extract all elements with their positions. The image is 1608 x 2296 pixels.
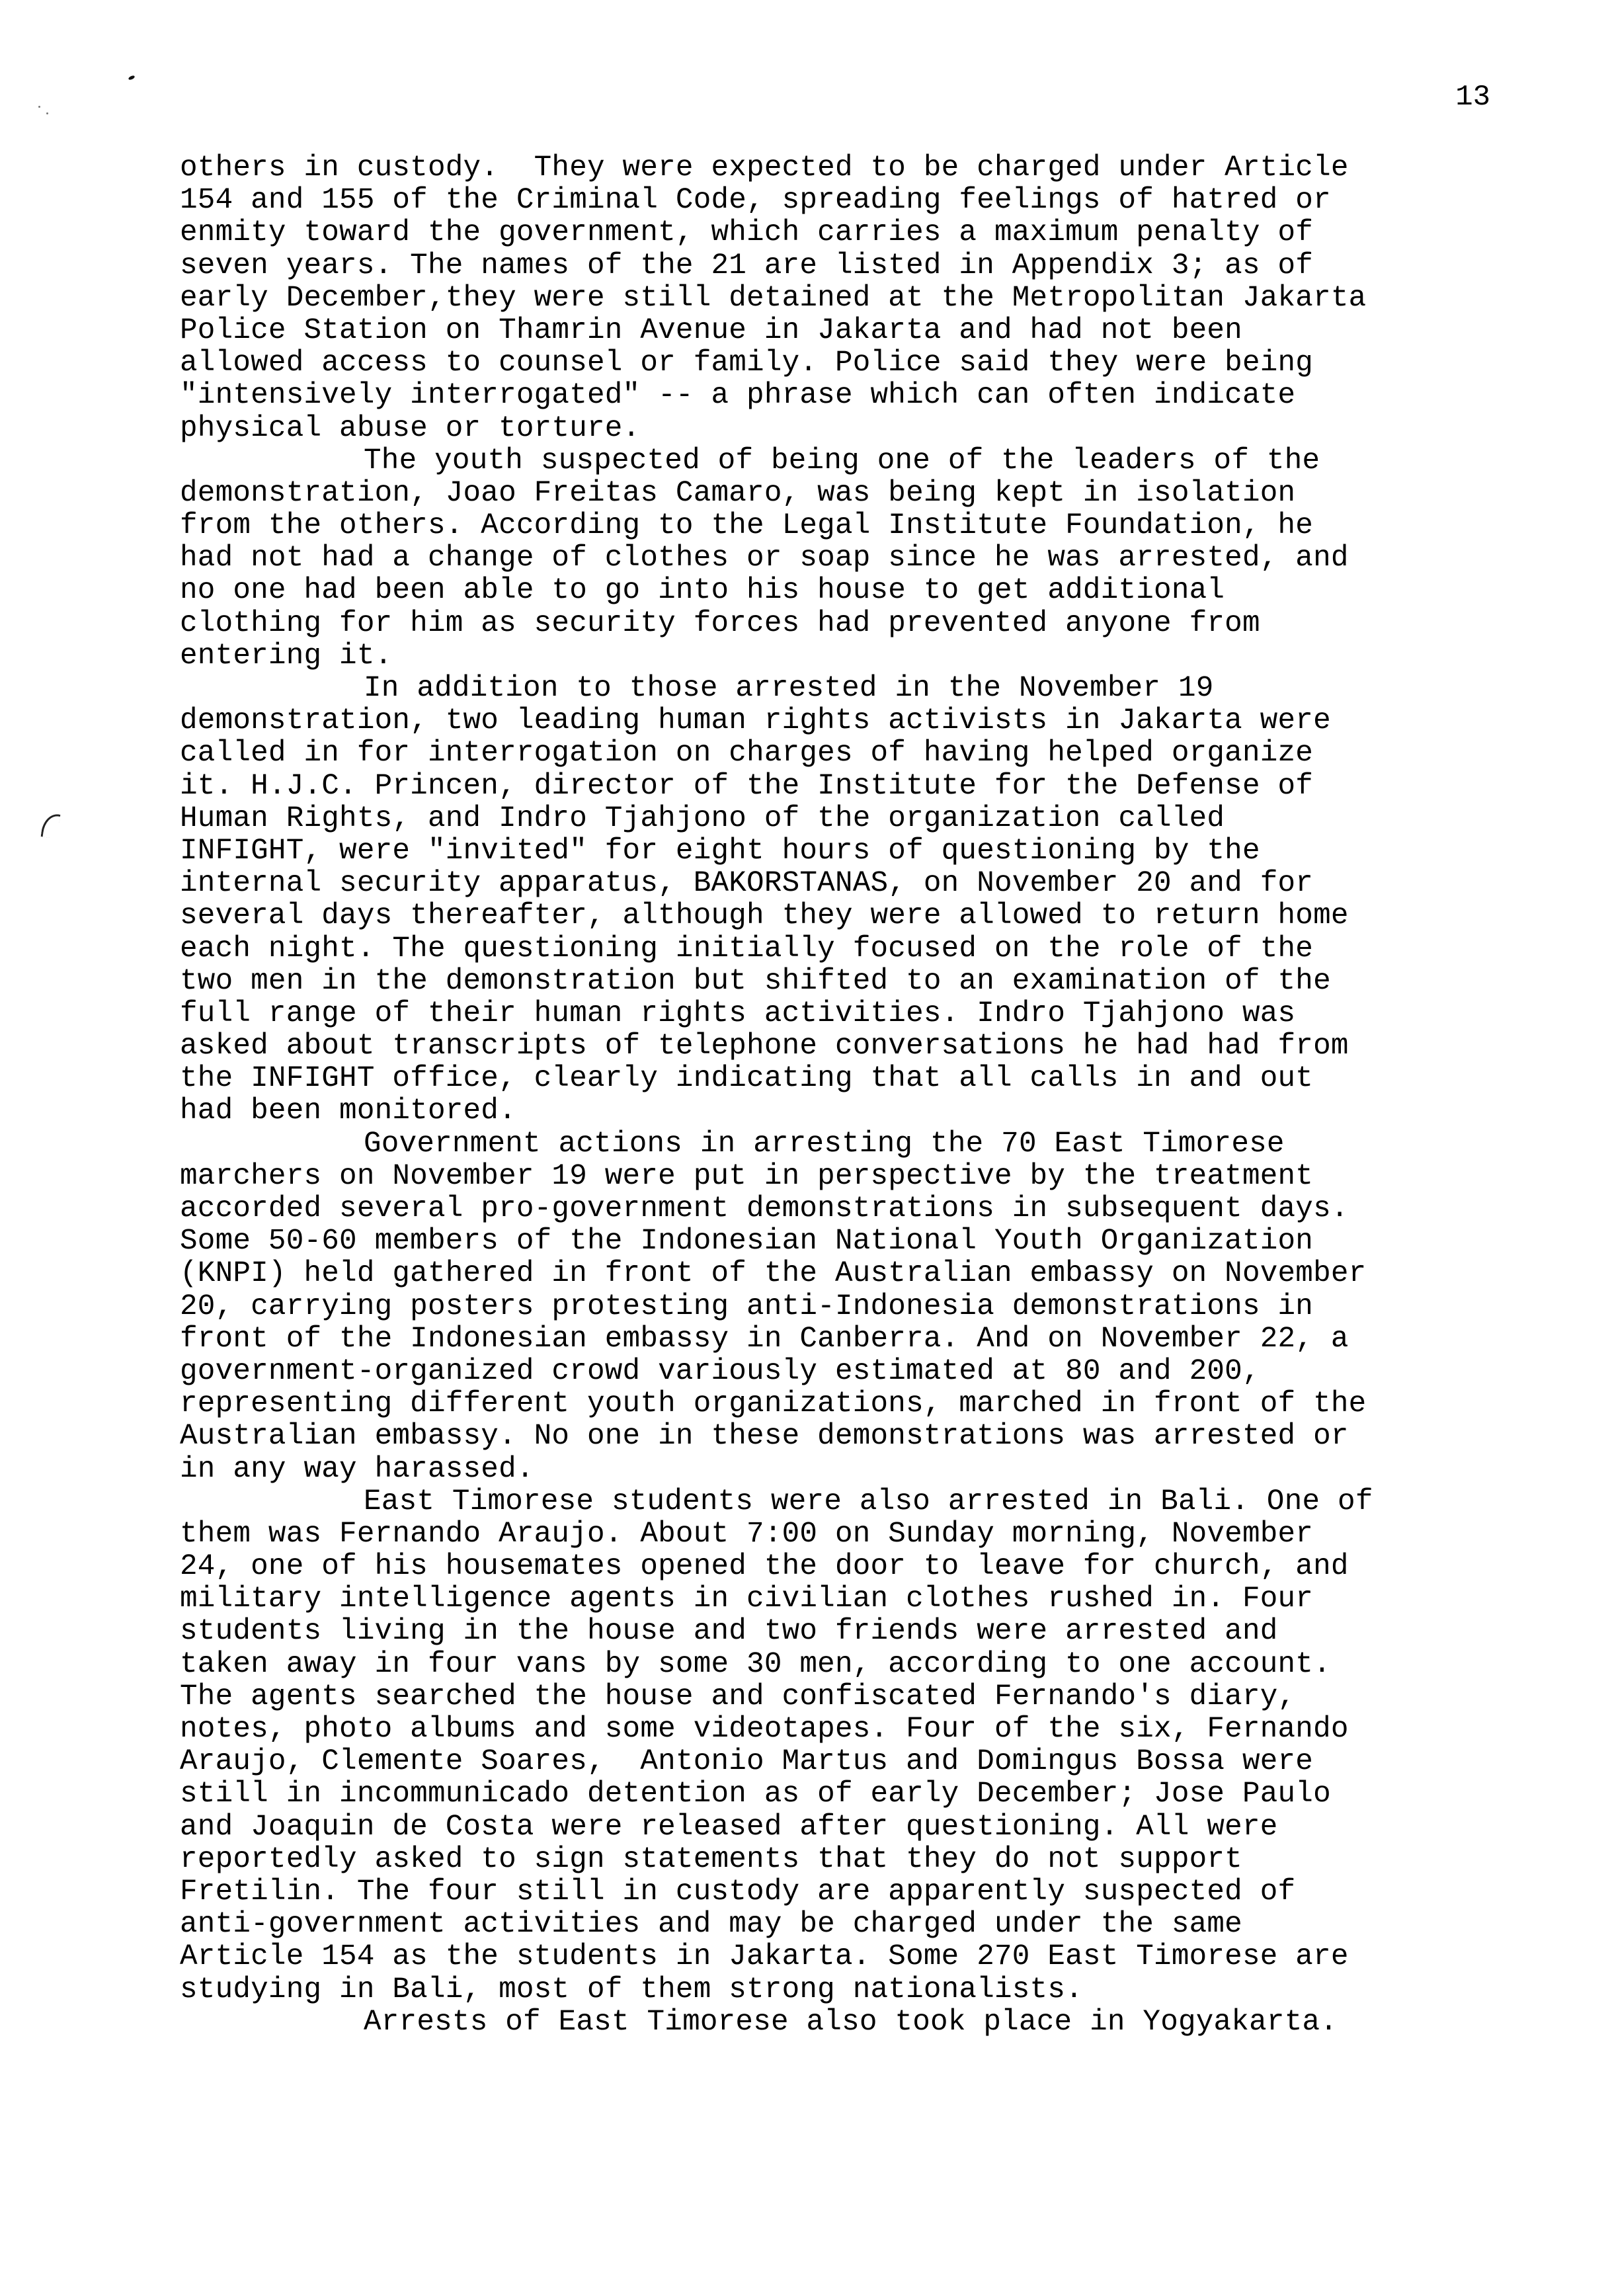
text-line: asked about transcripts of telephone conversations he had had from bbox=[180, 1030, 1349, 1063]
text-line: reportedly asked to sign statements that they do not support bbox=[180, 1842, 1242, 1876]
text-line: two men in the demonstration but shifted to an examination of the bbox=[180, 964, 1331, 998]
text-line: anti-government activities and may be charged under the same bbox=[180, 1908, 1242, 1942]
text-line: others in custody. They were expected to be charged under Article bbox=[180, 151, 1349, 184]
text-line: seven years. The names of the 21 are listed in Appendix 3; as of bbox=[180, 249, 1314, 282]
text-line: internal security apparatus, BAKORSTANAS, on November 20 and for bbox=[180, 867, 1314, 901]
page-number: 13 bbox=[1455, 81, 1490, 114]
text-line: Australian embassy. No one in these demonstrations was arrested or bbox=[180, 1420, 1349, 1454]
margin-pen-mark bbox=[41, 812, 61, 839]
body-text bbox=[180, 152, 1496, 2039]
text-line: 24, one of his housemates opened the door to leave for church, and bbox=[180, 1550, 1349, 1584]
text-line: studying in Bali, most of them strong nationalists. bbox=[180, 1973, 1083, 2006]
paragraph bbox=[180, 1128, 1496, 1486]
text-line: marchers on November 19 were put in perspective by the treatment bbox=[180, 1159, 1314, 1193]
text-line: government-organized crowd variously estimated at 80 and 200, bbox=[180, 1354, 1260, 1388]
paragraph bbox=[180, 152, 1496, 445]
text-line: East Timorese students were also arrested in Bali. One of bbox=[364, 1485, 1373, 1518]
text-line: from the others. According to the Legal Institute Foundation, he bbox=[180, 509, 1314, 543]
scan-speck bbox=[128, 75, 135, 81]
text-line: clothing for him as security forces had prevented anyone from bbox=[180, 606, 1260, 640]
text-line: notes, photo albums and some videotapes. Four of the six, Fernando bbox=[180, 1713, 1349, 1746]
text-line: The agents searched the house and confiscated Fernando's diary, bbox=[180, 1680, 1296, 1713]
text-line: early December,they were still detained at the Metropolitan Jakarta bbox=[180, 281, 1367, 315]
text-line: physical abuse or torture. bbox=[180, 411, 641, 445]
text-line: them was Fernando Araujo. About 7:00 on Sunday morning, November bbox=[180, 1517, 1314, 1551]
text-line: Human Rights, and Indro Tjahjono of the organization called bbox=[180, 801, 1225, 835]
scan-speck bbox=[38, 106, 40, 108]
text-line: in any way harassed. bbox=[180, 1452, 534, 1486]
text-line: representing different youth organizations, marched in front of the bbox=[180, 1387, 1367, 1421]
text-line: The youth suspected of being one of the leaders of the bbox=[364, 444, 1320, 477]
text-line: INFIGHT, were "invited" for eight hours of questioning by the bbox=[180, 834, 1260, 868]
text-line: no one had been able to go into his house to get additional bbox=[180, 574, 1225, 608]
text-line: Government actions in arresting the 70 East Timorese bbox=[364, 1127, 1285, 1161]
text-line: Article 154 as the students in Jakarta. Some 270 East Timorese are bbox=[180, 1940, 1349, 1974]
scan-speck bbox=[46, 112, 48, 114]
text-line: Araujo, Clemente Soares, Antonio Martus and Domingus Bossa were bbox=[180, 1745, 1314, 1779]
text-line: entering it. bbox=[180, 639, 393, 673]
paragraph bbox=[180, 673, 1496, 1128]
text-line: 154 and 155 of the Criminal Code, spreading feelings of hatred or bbox=[180, 184, 1331, 218]
text-line: In addition to those arrested in the November 19 bbox=[364, 672, 1214, 705]
text-line: (KNPI) held gathered in front of the Australian embassy on November bbox=[180, 1257, 1367, 1291]
text-line: had been monitored. bbox=[180, 1094, 516, 1128]
text-line: Fretilin. The four still in custody are apparently suspected of bbox=[180, 1875, 1296, 1908]
paragraph bbox=[180, 2006, 1496, 2039]
text-line: several days thereafter, although they were allowed to return home bbox=[180, 899, 1349, 933]
text-line: 20, carrying posters protesting anti-Indonesia demonstrations in bbox=[180, 1290, 1314, 1323]
text-line: and Joaquin de Costa were released after questioning. All were bbox=[180, 1810, 1278, 1844]
text-line: Some 50-60 members of the Indonesian National Youth Organization bbox=[180, 1225, 1314, 1258]
paragraph bbox=[180, 1486, 1496, 2006]
text-line: demonstration, Joao Freitas Camaro, was being kept in isolation bbox=[180, 476, 1296, 510]
text-line: called in for interrogation on charges of having helped organize bbox=[180, 737, 1314, 770]
text-line: "intensively interrogated" -- a phrase which can often indicate bbox=[180, 379, 1296, 413]
text-line: allowed access to counsel or family. Police said they were being bbox=[180, 347, 1314, 380]
text-line: military intelligence agents in civilian clothes rushed in. Four bbox=[180, 1582, 1314, 1616]
text-line: taken away in four vans by some 30 men, according to one account. bbox=[180, 1647, 1331, 1681]
text-line: Arrests of East Timorese also took place in Yogyakarta. bbox=[364, 2005, 1338, 2039]
text-line: still in incommunicado detention as of early December; Jose Paulo bbox=[180, 1778, 1331, 1811]
text-line: students living in the house and two friends were arrested and bbox=[180, 1615, 1278, 1649]
text-line: each night. The questioning initially focused on the role of the bbox=[180, 932, 1314, 965]
text-line: Police Station on Thamrin Avenue in Jakarta and had not been bbox=[180, 313, 1242, 347]
text-line: the INFIGHT office, clearly indicating that all calls in and out bbox=[180, 1062, 1314, 1096]
text-line: had not had a change of clothes or soap since he was arrested, and bbox=[180, 542, 1349, 575]
text-line: full range of their human rights activities. Indro Tjahjono was bbox=[180, 997, 1296, 1030]
text-line: accorded several pro-government demonstrations in subsequent days. bbox=[180, 1192, 1349, 1225]
text-line: enmity toward the government, which carries a maximum penalty of bbox=[180, 216, 1314, 250]
text-line: demonstration, two leading human rights activists in Jakarta were bbox=[180, 704, 1331, 738]
text-line: front of the Indonesian embassy in Canberra. And on November 22, a bbox=[180, 1322, 1349, 1356]
text-line: it. H.J.C. Princen, director of the Institute for the Defense of bbox=[180, 769, 1314, 803]
paragraph bbox=[180, 445, 1496, 673]
